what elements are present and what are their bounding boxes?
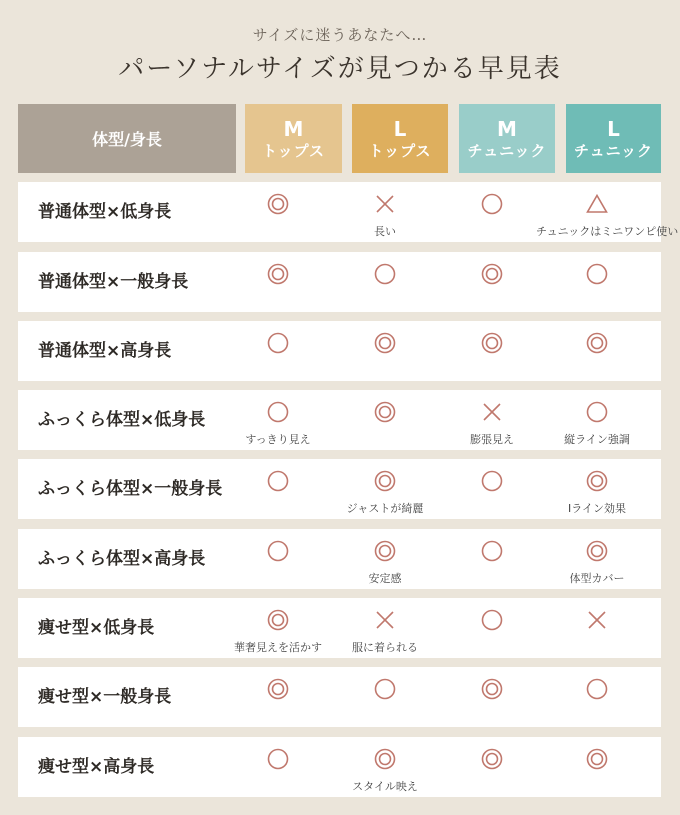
table-cell <box>439 252 545 312</box>
table-cell <box>225 529 331 589</box>
table-cell <box>544 737 650 797</box>
page-title: パーソナルサイズが見つかる早見表 <box>118 54 562 84</box>
table-row <box>18 667 661 727</box>
double-circle-icon <box>586 332 608 354</box>
circle-icon <box>481 470 503 492</box>
double-circle-icon <box>374 332 396 354</box>
subtitle: サイズに迷うあなたへ… <box>252 26 428 44</box>
row-label: ふっくら体型×低身長 <box>38 410 206 430</box>
double-circle-icon <box>374 470 396 492</box>
table-cell <box>332 667 438 727</box>
double-circle-icon <box>586 540 608 562</box>
row-label: 普通体型×低身長 <box>38 202 172 222</box>
table-cell <box>332 321 438 381</box>
double-circle-icon <box>374 401 396 423</box>
table-row <box>18 598 661 658</box>
header-style: チュニック <box>574 141 653 160</box>
double-circle-icon <box>481 748 503 770</box>
cell-note: 安定感 <box>368 572 402 585</box>
table-cell <box>544 390 650 450</box>
circle-icon <box>267 470 289 492</box>
table-cell <box>332 390 438 450</box>
double-circle-icon <box>267 609 289 631</box>
circle-icon <box>267 540 289 562</box>
header-col-l-tops <box>352 104 448 173</box>
cell-note: スタイル映え <box>352 780 418 793</box>
row-label: ふっくら体型×高身長 <box>38 549 206 569</box>
circle-icon <box>374 678 396 700</box>
table-cell <box>225 737 331 797</box>
table-cell <box>332 252 438 312</box>
cross-icon <box>374 609 396 631</box>
circle-icon <box>267 332 289 354</box>
table-cell <box>225 598 331 658</box>
cell-note: 長い <box>374 225 396 238</box>
header-size: L <box>607 116 620 141</box>
circle-icon <box>267 748 289 770</box>
circle-icon <box>267 401 289 423</box>
table-cell <box>536 182 679 242</box>
table-cell <box>439 667 545 727</box>
table-cell <box>439 321 545 381</box>
table-cell <box>544 321 650 381</box>
table-row <box>18 459 661 519</box>
header-size: M <box>497 116 517 141</box>
row-label: 痩せ型×低身長 <box>38 618 155 638</box>
double-circle-icon <box>481 332 503 354</box>
circle-icon <box>586 263 608 285</box>
circle-icon <box>586 678 608 700</box>
table-cell <box>544 598 650 658</box>
header-col-m-tunic <box>459 104 555 173</box>
header-style: トップス <box>368 141 432 160</box>
cell-note: 膨張見え <box>470 433 514 446</box>
cell-note: チュニックはミニワンピ使い <box>536 225 679 238</box>
cell-note: 服に着られる <box>352 641 418 654</box>
table-row <box>18 390 661 450</box>
row-label: ふっくら体型×一般身長 <box>38 479 223 499</box>
cross-icon <box>481 401 503 423</box>
double-circle-icon <box>481 678 503 700</box>
table-cell <box>225 390 331 450</box>
cell-note: すっきり見え <box>245 433 311 446</box>
table-cell <box>439 182 545 242</box>
table-cell <box>332 598 438 658</box>
double-circle-icon <box>267 193 289 215</box>
cell-note: Iライン効果 <box>568 502 626 515</box>
table-cell <box>225 182 331 242</box>
row-label: 普通体型×一般身長 <box>38 272 189 292</box>
double-circle-icon <box>481 263 503 285</box>
cell-note: 華奢見えを活かす <box>234 641 322 654</box>
cross-icon <box>374 193 396 215</box>
table-row <box>18 321 661 381</box>
double-circle-icon <box>267 263 289 285</box>
row-label: 痩せ型×高身長 <box>38 757 155 777</box>
double-circle-icon <box>267 678 289 700</box>
table-cell <box>225 459 331 519</box>
double-circle-icon <box>374 540 396 562</box>
header-row-label: 体型/身長 <box>18 104 236 173</box>
row-label: 普通体型×高身長 <box>38 341 172 361</box>
table-cell <box>225 252 331 312</box>
table-cell <box>439 737 545 797</box>
table-cell <box>332 737 438 797</box>
table-cell <box>439 529 545 589</box>
circle-icon <box>586 401 608 423</box>
circle-icon <box>374 263 396 285</box>
table-cell <box>544 667 650 727</box>
circle-icon <box>481 193 503 215</box>
double-circle-icon <box>374 748 396 770</box>
cell-note: 縦ライン強調 <box>564 433 630 446</box>
header-size: L <box>393 116 407 141</box>
header-col-m-tops <box>245 104 342 173</box>
cell-note: 体型カバー <box>569 572 625 585</box>
cell-note: ジャストが綺麗 <box>346 502 424 515</box>
table-cell <box>225 321 331 381</box>
table-cell <box>439 598 545 658</box>
triangle-icon <box>586 193 608 215</box>
double-circle-icon <box>586 470 608 492</box>
header-style: トップス <box>262 141 325 160</box>
table-cell <box>332 459 438 519</box>
table-cell <box>225 667 331 727</box>
header-col-l-tunic <box>566 104 661 173</box>
table-row <box>18 737 661 797</box>
table-cell <box>544 252 650 312</box>
table-cell <box>544 529 650 589</box>
circle-icon <box>481 540 503 562</box>
circle-icon <box>481 609 503 631</box>
table-cell <box>439 390 545 450</box>
table-row <box>18 529 661 589</box>
table-cell <box>544 459 650 519</box>
table-cell <box>439 459 545 519</box>
table-row <box>18 252 661 312</box>
table-cell <box>332 182 438 242</box>
double-circle-icon <box>586 748 608 770</box>
table-cell <box>332 529 438 589</box>
row-label: 痩せ型×一般身長 <box>38 687 172 707</box>
table-row <box>18 182 679 242</box>
header-style: チュニック <box>467 141 547 160</box>
header-size: M <box>283 116 304 141</box>
cross-icon <box>586 609 608 631</box>
